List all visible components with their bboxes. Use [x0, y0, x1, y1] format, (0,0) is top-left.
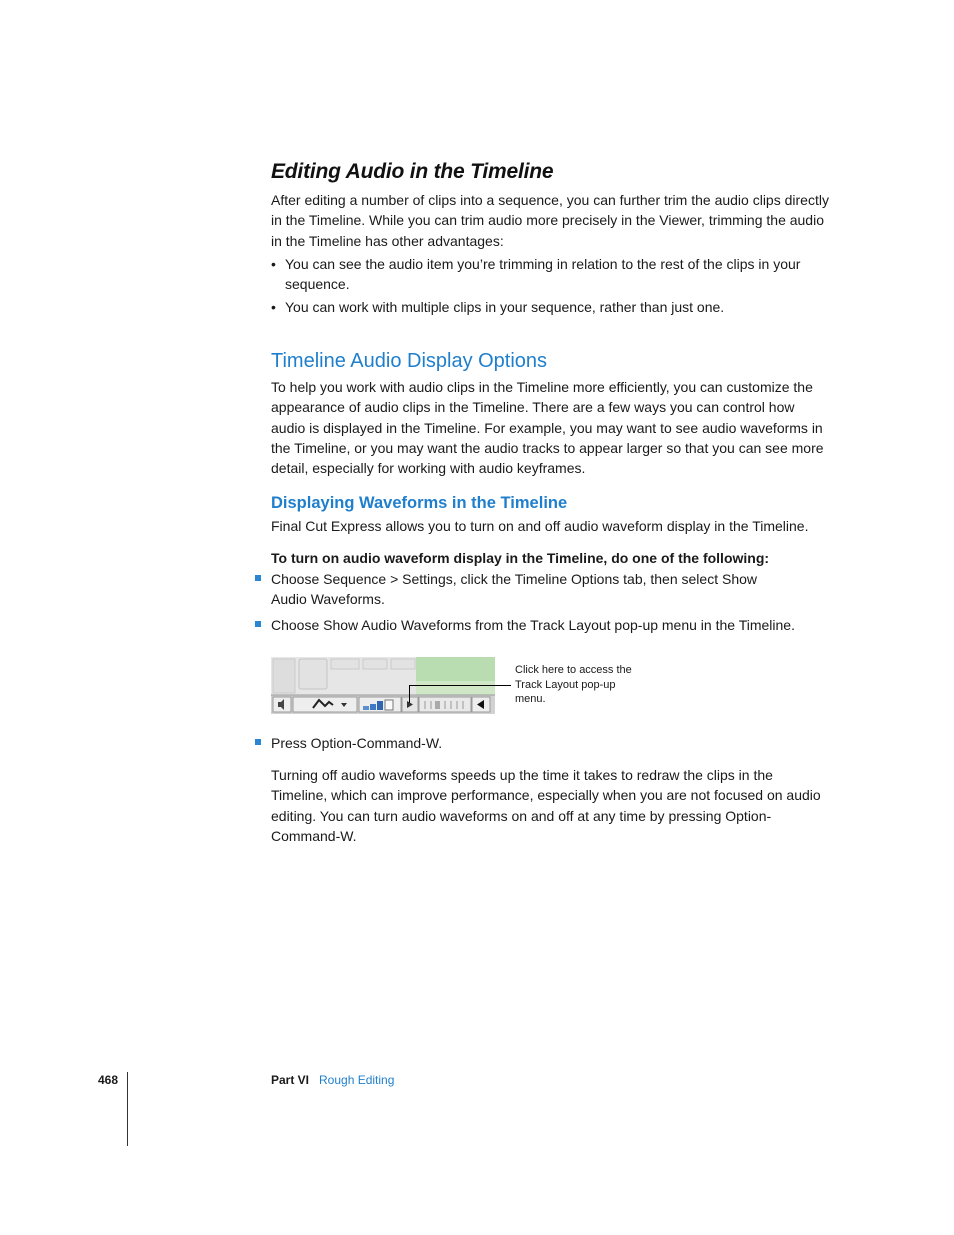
- footer-divider: [127, 1072, 128, 1146]
- bullet-marker: •: [271, 256, 276, 272]
- after-paragraph: Turning off audio waveforms speeds up the time it takes to redraw the clips in the Timeline, which can improve performance, especially when you are not focused on audio editing. You can turn audio waveforms on and off at any time by pressing Option-Command-W.: [271, 767, 821, 844]
- instruction-heading: To turn on audio waveform display in the Timeline, do one of the following:: [271, 550, 770, 566]
- step-bullet-icon: [255, 739, 261, 745]
- intro-paragraph: After editing a number of clips into a sequence, you can further trim the audio clips directly in the Timeline. While you can trim audio more precisely in the Viewer, trimming the audio in the Timeline has other advantages:: [271, 192, 829, 249]
- step-item-1: Choose Sequence > Settings, click the Timeline Options tab, then select Show Audio Waveforms.: [271, 571, 758, 608]
- step-item-3: Press Option-Command-W.: [271, 735, 443, 751]
- callout-leader-line: [409, 685, 511, 686]
- section-title: Editing Audio in the Timeline: [271, 160, 554, 183]
- display-options-heading: Timeline Audio Display Options: [271, 350, 548, 372]
- waveforms-heading: Displaying Waveforms in the Timeline: [271, 494, 568, 512]
- step-bullet-icon: [255, 621, 261, 627]
- step-bullet-icon: [255, 575, 261, 581]
- bullet-marker: •: [271, 299, 276, 315]
- footer-part: Part VI: [271, 1073, 310, 1087]
- step-item-2: Choose Show Audio Waveforms from the Track Layout pop-up menu in the Timeline.: [271, 617, 795, 633]
- bullet-item-2: You can work with multiple clips in your sequence, rather than just one.: [285, 299, 725, 315]
- callout-leader-tick: [409, 685, 410, 703]
- waveforms-paragraph: Final Cut Express allows you to turn on and off audio waveform display in the Timeline.: [271, 518, 809, 534]
- display-options-paragraph: To help you work with audio clips in the Timeline more efficiently, you can customize the appearance of audio clips in the Timeline. There are a few ways you can control how audio is displayed in the Timeline. For example, you may want to see audio waveforms in the Timeline, or you may want the audio tracks to appear larger so that you can see more detail, especially for working with audio keyframes.: [271, 379, 824, 477]
- callout-label: Click here to access the Track Layout pop-up menu.: [515, 664, 632, 706]
- bullet-item-1: You can see the audio item you’re trimming in relation to the rest of the clips in your sequence.: [285, 256, 801, 293]
- page-number: 468: [98, 1073, 119, 1087]
- footer-part-title: Rough Editing: [319, 1073, 395, 1087]
